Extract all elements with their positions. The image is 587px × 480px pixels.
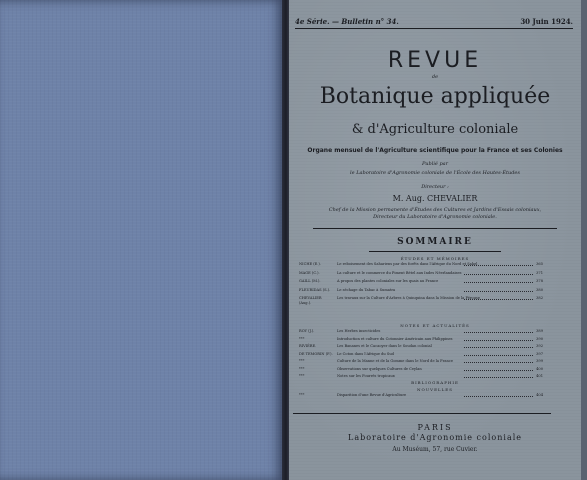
toc-author: *** [299, 366, 305, 371]
published-by: Publié par [421, 161, 449, 167]
series-number: 4e Série. — Bulletin n° 34. [295, 17, 399, 26]
toc-leader-dots [464, 332, 533, 333]
toc-page-number: 397 [536, 351, 543, 356]
toc-author: GAILL (M.). [299, 279, 321, 283]
toc-leader-dots [464, 396, 533, 397]
toc-author: *** [299, 359, 305, 363]
toc-title: Introduction et culture du Cotonnier Américain aux Philippines [337, 336, 453, 341]
toc-leader-dots [464, 370, 533, 371]
divider-rule [313, 228, 557, 229]
toc-section-heading: BIBLIOGRAPHIE [411, 380, 459, 385]
publisher-lab: le Laboratoire d'Agronomie coloniale de l'École des Hautes-Études [350, 170, 520, 176]
director-label: Directeur : [421, 184, 449, 190]
toc-leader-dots [464, 299, 533, 300]
toc-author: CHEVALIER (Aug.). [299, 296, 322, 305]
toc-leader-dots [464, 362, 533, 363]
toc-author: FLEURIDAS (S.). [299, 287, 331, 292]
toc-page-number: 404 [536, 393, 543, 397]
publisher-city: PARIS [417, 423, 453, 432]
toc-section-heading: NOUVELLES [417, 387, 453, 392]
toc-title: A propos des plantes coloniales sur les quais au France [337, 279, 439, 283]
toc-title: Disparition d'une Revue d'Agriculture [337, 393, 407, 397]
toc-title: Les travaux sur la Culture d'Arbres à Quinquina dans la Mission de la Pérouse [337, 296, 481, 300]
toc-title: Le reboisement des Sahariens par des forêts dans l'Afrique du Nord et Sahel [337, 262, 478, 266]
toc-author: RIVIÈRE. [299, 344, 317, 348]
toc-title: Le séchage du Tabac à Sumatra [337, 287, 396, 292]
toc-author: *** [299, 374, 305, 378]
journal-word-revue: REVUE [387, 48, 483, 73]
toc-leader-dots [464, 355, 533, 356]
journal-subtitle: & d'Agriculture coloniale [351, 122, 519, 137]
toc-title: Notes sur les Fourrés tropicaux [337, 374, 395, 378]
toc-page-number: 365 [536, 262, 543, 266]
director-role-1: Chef de la Mission permanente d'Études des Cultures et Jardins d'Essais coloniaux, [328, 207, 542, 213]
toc-leader-dots [464, 282, 533, 283]
toc-leader-dots [464, 291, 533, 292]
journal-tagline: Organe mensuel de l'Agriculture scientifique pour la France et ses Colonies [307, 147, 563, 154]
header-rule [295, 28, 573, 29]
toc-leader-dots [464, 340, 533, 341]
toc-section-heading: NOTES ET ACTUALITÉS [400, 323, 470, 328]
toc-title: Les Herbes insecticides [337, 329, 381, 333]
toc-page-number: 401 [536, 374, 543, 378]
toc-author: *** [299, 336, 305, 341]
publisher-name: Laboratoire d'Agronomie coloniale [348, 433, 522, 442]
toc-page-number: 400 [536, 366, 543, 371]
toc-page-number: 392 [536, 344, 543, 348]
issue-date: 30 Juin 1924. [520, 17, 573, 26]
toc-leader-dots [464, 377, 533, 378]
toc-entry [299, 296, 543, 306]
journal-title: Botanique appliquée [319, 84, 551, 109]
toc-leader-dots [464, 347, 533, 348]
toc-author: MAGE (C.). [299, 270, 320, 275]
footer-rule [293, 413, 551, 414]
toc-page-number: 371 [536, 270, 543, 275]
toc-page-number: 378 [536, 279, 543, 283]
toc-author: *** [299, 393, 305, 397]
toc-page-number: 390 [536, 336, 543, 341]
toc-title: Le Coton dans l'Afrique du Sud [337, 351, 394, 356]
sommaire-heading: SOMMAIRE [397, 237, 473, 247]
publisher-address: Au Muséum, 57, rue Cuvier. [392, 446, 478, 453]
blank-left-page [0, 0, 284, 480]
toc-title: Observations sur quelques Cultures de Ceylan [337, 366, 422, 371]
toc-author: DE TEMORIN (F.). [299, 351, 333, 356]
toc-title: Les Bananes et le Cacaoyer dans le Soudan colonial [337, 344, 432, 348]
toc-title: Culture de la Manne et de la Gomme dans le Nord de la France [337, 359, 453, 363]
toc-section-heading: ÉTUDES ET MÉMOIRES [400, 256, 470, 261]
toc-author: NICHE (E.). [299, 262, 321, 266]
sommaire-underline [369, 251, 501, 252]
toc-author: ROY (J.). [299, 329, 315, 333]
toc-page-number: 382 [536, 296, 543, 300]
toc-entry [299, 393, 543, 403]
director-role-2: Directeur du Laboratoire d'Agronomie coloniale. [373, 214, 497, 220]
toc-title: La culture et le commerce du Piment Bétel aux Indes Néerlandaises [337, 270, 462, 275]
journal-word-de: de [431, 74, 439, 80]
director-name: M. Aug. CHEVALIER [392, 194, 478, 203]
toc-page-number: 389 [536, 329, 543, 333]
page-edge [581, 0, 587, 480]
title-page [289, 0, 581, 480]
toc-leader-dots [464, 274, 533, 275]
toc-page-number: 399 [536, 359, 543, 363]
toc-page-number: 380 [536, 287, 543, 292]
toc-leader-dots [464, 265, 533, 266]
